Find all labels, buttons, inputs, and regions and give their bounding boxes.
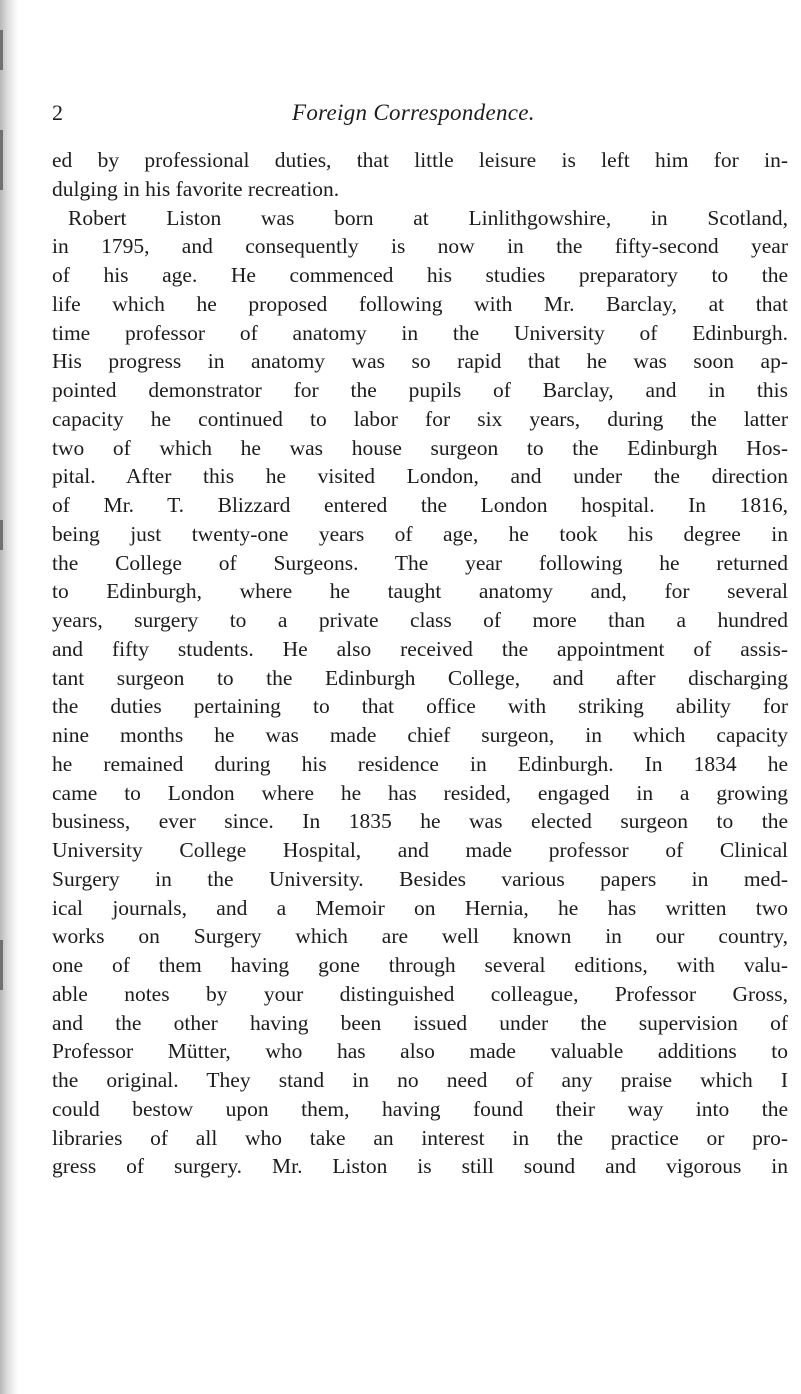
text-line: could bestow upon them, having found their way into the [52,1096,788,1121]
text-line: being just twenty-one years of age, he took his degree in [52,521,788,546]
text-line: gress of surgery. Mr. Liston is still sound and vigorous in [52,1154,788,1179]
text-line: the College of Surgeons. The year following he returned [52,550,788,575]
text-line: ical journals, and a Memoir on Hernia, he has written two [52,895,788,920]
text-line: he remained during his residence in Edinburgh. In 1834 he [52,751,788,776]
text-line: to Edinburgh, where he taught anatomy and, for several [52,579,788,604]
text-line: nine months he was made chief surgeon, in which capacity [52,723,788,747]
text-line: pointed demonstrator for the pupils of Barclay, and in this [52,378,788,402]
text-line: the original. They stand in no need of any praise which I [52,1068,788,1092]
text-line: Professor Mütter, who has also made valuable additions to [52,1039,788,1064]
text-line: of his age. He commenced his studies preparatory to the [52,263,788,287]
text-line: life which he proposed following with Mr. Barclay, at that [52,291,788,316]
text-line: time professor of anatomy in the University of Edinburgh. [52,320,788,345]
text-line: two of which he was house surgeon to the Edinburgh Hos- [52,435,788,460]
body-text [52,146,788,1181]
text-line: ed by professional duties, that little leisure is left him for in- [52,148,788,172]
running-head-title: Foreign Correspondence. [292,100,535,125]
text-line: works on Surgery which are well known in our country, [52,924,788,949]
text-line: University College Hospital, and made professor of Clinical [52,838,788,862]
text-line: capacity he continued to labor for six years, during the latter [52,406,788,431]
text-line: able notes by your distinguished colleague, Professor Gross, [52,981,788,1006]
running-head [0,98,801,128]
text-line: business, ever since. In 1835 he was elected surgeon to the [52,809,788,834]
text-line: His progress in anatomy was so rapid that he was soon ap- [52,349,788,374]
text-line: and the other having been issued under the supervision of [52,1010,788,1035]
text-line: years, surgery to a private class of more than a hundred [52,608,788,632]
text-line: came to London where he has resided, engaged in a growing [52,780,788,805]
text-line: tant surgeon to the Edinburgh College, and after discharging [52,665,788,690]
text-line: libraries of all who take an interest in the practice or pro- [52,1125,788,1150]
text-line: the duties pertaining to that office with striking ability for [52,694,788,719]
text-line: one of them having gone through several editions, with valu- [52,953,788,977]
text-line: and fifty students. He also received the appointment of assis- [52,636,788,661]
text-line: pital. After this he visited London, and under the direction [52,464,788,489]
text-line: dulging in his favorite recreation. [52,176,340,201]
text-line: Robert Liston was born at Linlithgowshire, in Scotland, [68,205,788,230]
text-line: of Mr. T. Blizzard entered the London hospital. In 1816, [52,493,788,517]
text-line: Surgery in the University. Besides various papers in med- [52,866,788,891]
text-line: in 1795, and consequently is now in the fifty-second year [52,234,788,259]
page-number: 2 [52,100,63,125]
